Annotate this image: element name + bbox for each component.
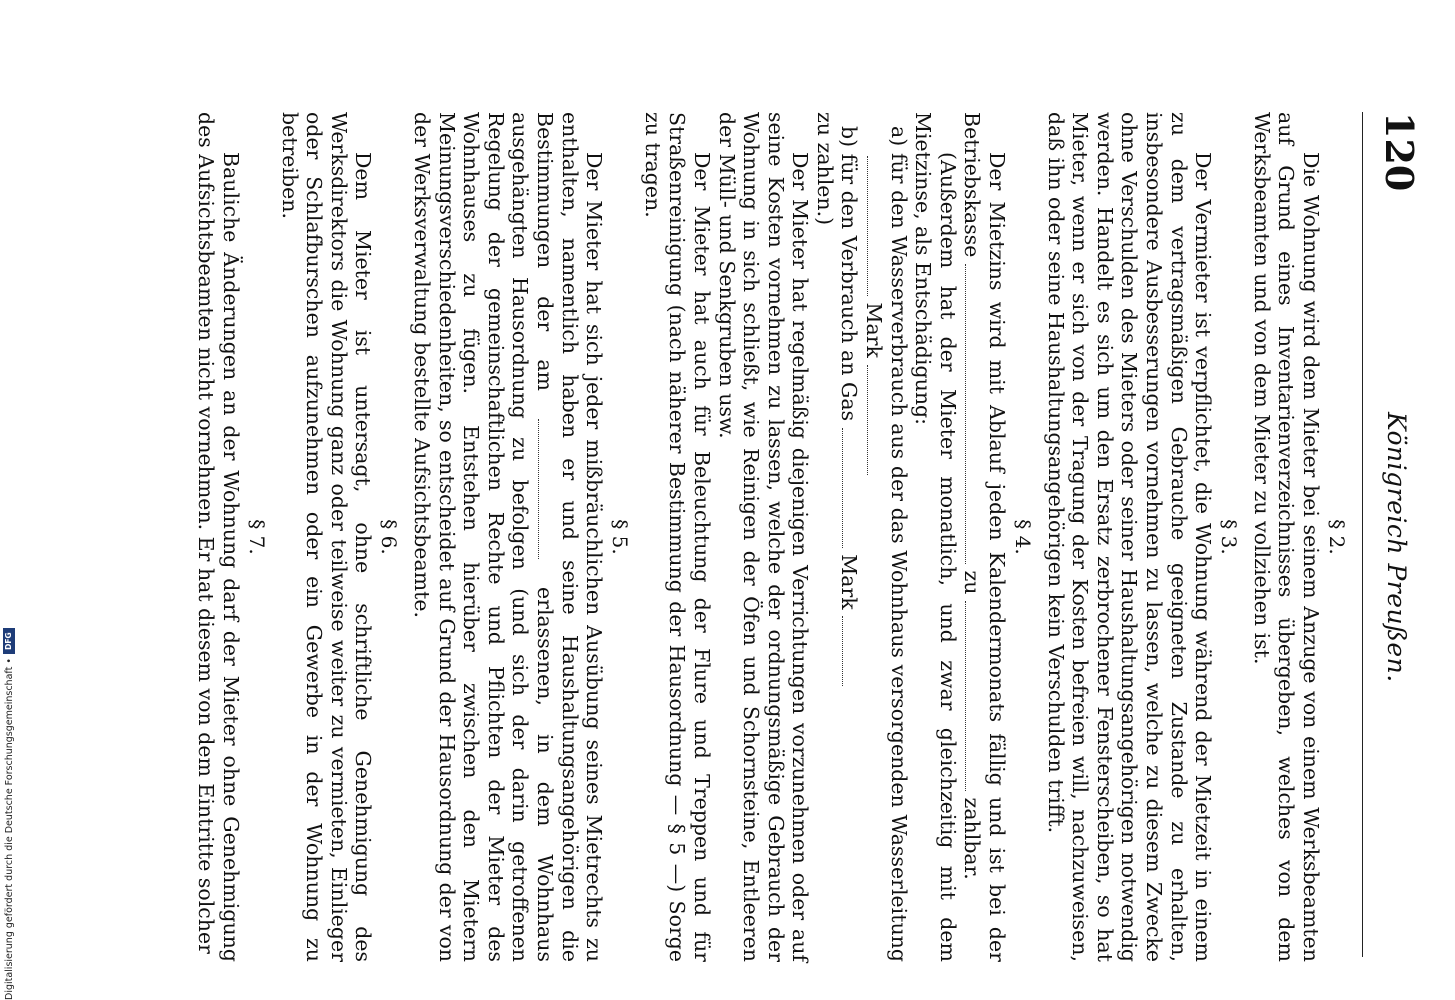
gas-fee-unit: Mark bbox=[837, 554, 862, 610]
section-7-paragraph: Bauliche Änderungen an der Wohnung darf der Mieter ohne Genehmigung des Aufsichtsbeamten nicht vornehmen. Er hat diesem von dem Eintritte solcher bbox=[194, 112, 244, 962]
section-heading-6: § 6. bbox=[377, 519, 402, 555]
section-4-paragraph-4: Der Mieter hat regelmäßig diejenigen Verrichtungen vorzunehmen oder auf seine Kosten vornehmen zu lassen, welche der ordnungsmäßige Gebrauch der Wohnung in sich schließt, wie Reinigen der Öfen und Schornsteine, Entleeren der Müll- und Senkgruben usw. bbox=[714, 112, 813, 962]
water-fee-unit: Mark bbox=[862, 302, 887, 358]
section-4-paragraph-2: (Außerdem hat der Mieter monatlich, und zwar gleichzeitig mit dem Mietzinse, als Entschädigung: bbox=[911, 112, 960, 962]
section-4-zahlbar: zahlbar. bbox=[960, 797, 985, 880]
water-fee-pfennig-blank bbox=[867, 365, 882, 475]
section-5-text-start: Der Mieter hat sich jeder mißbräuchlichen Ausübung seines Mietrechts zu enthalten, namentlich haben er und seine Haushaltungsangehörigen die Bestimmungen der am bbox=[532, 112, 607, 962]
list-item-water bbox=[862, 112, 911, 962]
section-4-rent-text: Der Mietzins wird mit Ablauf jeden Kalendermonats fällig und ist bei der Betriebskasse bbox=[960, 112, 1010, 962]
section-5-paragraph bbox=[409, 112, 606, 962]
house-rules-date-blank bbox=[538, 419, 553, 559]
section-heading-5: § 5. bbox=[608, 519, 633, 555]
document-body bbox=[194, 112, 1357, 962]
section-heading-4: § 4. bbox=[1011, 519, 1036, 555]
section-3-paragraph: Der Vermieter ist verpflichtet, die Wohnung während der Mietzeit in einem zu dem vertragsmäßigen Gebrauche geeigneten Zustande zu erhalten, insbesondere Ausbesserungen vornehmen zu lassen, welche zu diesem Zwecke ohne Verschulden des Mieters oder seiner Haushaltungsangehörigen notwendig werden. Handelt es sich um den Ersatz zerbrochener Fensterscheiben, so hat Mieter, wenn er sich von der Tragung der Kosten befreien will, nachzuweisen, daß ihn oder seine Haushaltungsangehörigen kein Verschulden trifft. bbox=[1043, 112, 1216, 962]
water-fee-text: a) für den Wasserverbrauch aus der das Wohnhaus versorgenden Wasserleitung bbox=[886, 126, 911, 962]
gas-fee-text: b) für den Verbrauch an Gas bbox=[837, 126, 862, 422]
document-page bbox=[85, 112, 1425, 962]
section-4-paragraph-1 bbox=[960, 112, 1009, 962]
section-heading-2: § 2. bbox=[1325, 519, 1349, 555]
digitization-credit bbox=[2, 600, 16, 1000]
digitization-credit-text: Digitalisierung gefördert durch die Deutsche Forschungsgemeinschaft • bbox=[3, 658, 15, 1000]
list-item-gas bbox=[837, 112, 862, 962]
running-head bbox=[1362, 112, 1425, 957]
gas-fee-blank bbox=[843, 428, 858, 548]
water-fee-blank bbox=[867, 156, 882, 296]
rent-location-blank bbox=[965, 264, 980, 564]
section-4-paragraph-5: Der Mieter hat auch für Beleuchtung der Flure und Treppen und für Straßenreinigung (nach näherer Bestimmung der Hausordnung — § 5 —) Sorge zu tragen. bbox=[640, 112, 714, 962]
section-4-zu: zu bbox=[960, 570, 985, 595]
section-2-paragraph: Die Wohnung wird dem Mieter bei seinem Anzuge von einem Werksbeamten auf Grund eines Inventarienverzeichnisses übergeben, welches von dem Werksbeamten und von dem Mieter zu vollziehen ist. bbox=[1249, 112, 1323, 962]
section-6-paragraph: Dem Mieter ist untersagt, ohne schriftliche Genehmigung des Werksdirektors die Wohnung ganz oder teilweise weiter zu vermieten, Einlieger oder Schlafburschen aufzunehmen oder ein Gewerbe in der Wohnung zu betreiben. bbox=[277, 112, 376, 962]
section-heading-7: § 7. bbox=[245, 519, 270, 555]
rent-amount-blank bbox=[965, 601, 980, 791]
gas-fee-pfennig-blank bbox=[843, 616, 858, 686]
running-title: Königreich Preußen. bbox=[1382, 412, 1411, 683]
dfg-logo: DFG bbox=[3, 628, 15, 654]
section-heading-3: § 3. bbox=[1217, 519, 1242, 555]
section-4-paragraph-3: zu zahlen.) bbox=[812, 112, 837, 226]
section-5-text-end: erlassenen, in dem Wohnhaus ausgehängten Hausordnung zu befolgen (und sich der darin getroffenen Regelung der gemeinschaftlichen Rechte und Pflichten der Mieter des Wohnhauses zu fügen. Entstehen hierüber zwischen den Mietern Meinungsverschiedenheiten, so entscheidet auf Grund der Hausordnung der von der Werksverwaltung bestellte Aufsichtsbeamte. bbox=[410, 112, 557, 962]
page-number: 120 bbox=[1377, 112, 1422, 192]
